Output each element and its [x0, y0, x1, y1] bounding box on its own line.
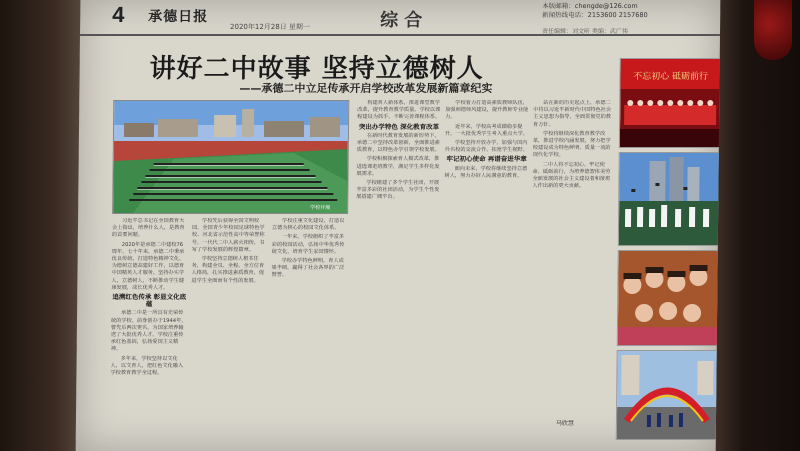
newspaper-page [76, 0, 721, 451]
contact-email: 本版邮箱：chengde@126.com [542, 2, 638, 10]
paragraph: 二中人将不忘初心，牢记使命，砥砺前行，为培养德智体美劳全面发展的社会主义建设者和接班人作出新的更大贡献。 [532, 161, 611, 190]
paragraph: 在新时代教育发展的新形势下，承德二中坚持改革创新，全面推进素质教育，以特色办学引领学校发展。 [356, 132, 440, 154]
photo-graduates [618, 152, 721, 246]
paragraph: 2020年是承德二中建校76周年。七十年来，承德二中秉承优良传统，打造特色精神文化，为德树立德高建好工作，以德育中国精英人才服务，坚持办实学人，立德树人，不断推动学生健康发展，成长优秀人才。 [111, 241, 185, 291]
text-column-1 [110, 218, 188, 451]
main-photo [112, 100, 349, 214]
paragraph: 学校着力打造高素质教师队伍，加强师德师风建设，提升教师专业能力。 [445, 100, 529, 121]
text-column-3 [270, 218, 348, 451]
red-object [754, 0, 792, 60]
photo-arch [616, 350, 719, 440]
article-headline: 讲好二中故事 坚持立德树人 [149, 54, 484, 84]
paragraph: 学校坚持立德树人根本任务，构建全员、全程、全方位育人格局，扎实推进素质教育，促进学生全面而有个性的发展。 [191, 256, 265, 284]
banner-text: 不忘初心 砥砺前行 [633, 72, 709, 82]
campus-exercise-image [113, 101, 348, 213]
paragraph: 习近平总书记在全国教育大会上指出，培养什么人，是教育的首要问题。 [111, 218, 185, 239]
paragraph: 站在新的历史起点上，承德二中将以习近平新时代中国特色社会主义思想为指导，全面贯彻党的教育方针。 [533, 100, 612, 128]
photo-students [617, 250, 720, 346]
section-subtitle: 追溯红色传承 彰显文化底蕴 [112, 293, 187, 309]
newspaper-name: 承德日报 [148, 9, 209, 25]
section-subtitle: 牢记初心使命 再谱奋进华章 [446, 155, 527, 164]
photo-caption: 学校开展 [310, 205, 331, 211]
section-subtitle: 突出办学特色 深化教育改革 [358, 122, 440, 131]
paragraph: 学校组建了多个学生社团，开展丰富多彩的社团活动，为学生个性发展搭建广阔平台。 [356, 180, 440, 201]
background-left-shadow [0, 0, 80, 451]
paragraph: 学校将继续深化教育教学改革，推进学校内涵发展，努力把学校建设成为特色鲜明、质量一流的现代化学校。 [532, 130, 611, 159]
page-number: 4 [112, 2, 125, 27]
paragraph: 近年来，学校高考成绩稳步提升，一大批优秀学生考入重点大学。 [444, 123, 529, 137]
paragraph: 学校积极探索育人模式改革，推进选课走班教学，满足学生多样化发展需求。 [356, 156, 440, 177]
photo-column [616, 58, 720, 444]
paragraph: 面向未来，学校将继续坚持立德树人，努力办好人民满意的教育。 [444, 165, 528, 179]
paragraph: 学校先后获得全国文明校园、全国青少年校园足球特色学校、河北省示范性高中等荣誉称号。一代代二中人薪火相传，书写了学校发展的辉煌篇章。 [191, 218, 265, 253]
paragraph: 多年来，学校坚持以文化人，以文育人，把红色文化融入学校教育教学全过程。 [110, 355, 184, 377]
section-title: 综合 [380, 10, 429, 31]
photo-choir [619, 58, 721, 148]
text-column-5 [442, 100, 530, 451]
paragraph: 学校坚持开放办学，加强与国内外名校的交流合作，拓宽学生视野。 [444, 140, 528, 154]
text-column-2 [190, 218, 268, 451]
paragraph: 一年来，学校组织了丰富多彩的校园活动，弘扬中华优秀传统文化，培育学生家国情怀。 [271, 234, 345, 255]
paragraph: 学校办学特色鲜明，育人成果丰硕，赢得了社会各界的广泛赞誉。 [271, 258, 345, 279]
contact-info [542, 2, 648, 20]
paragraph: 构建育人新体系，推进课堂教学改革，提升教育教学质量。学校以课程建设为抓手，不断完善课程体系。 [357, 100, 441, 121]
author-mark: 马欣慧 [555, 420, 574, 427]
paragraph: 学校注重文化建设，打造以立德为核心的校园文化体系。 [271, 218, 345, 232]
editor-credit: 责任编辑：刘文昕 美编：武广伟 [541, 28, 628, 35]
text-column-6 [530, 100, 612, 451]
paragraph: 承德二中是一所具有光荣传统的学校。前身创办于1944年，曾先后两次更名，为国家培养输送了大批优秀人才。学校注重传承红色基因，弘扬爱国主义精神。 [110, 310, 187, 353]
article-subheadline: ——承德二中立足传承开启学校改革发展新篇章纪实 [239, 82, 493, 95]
masthead [80, 0, 720, 36]
contact-phone: 新闻热线电话：2153600 2157680 [542, 11, 648, 19]
issue-date: 2020年12月28日 星期一 [230, 23, 310, 31]
text-column-4 [354, 100, 442, 451]
